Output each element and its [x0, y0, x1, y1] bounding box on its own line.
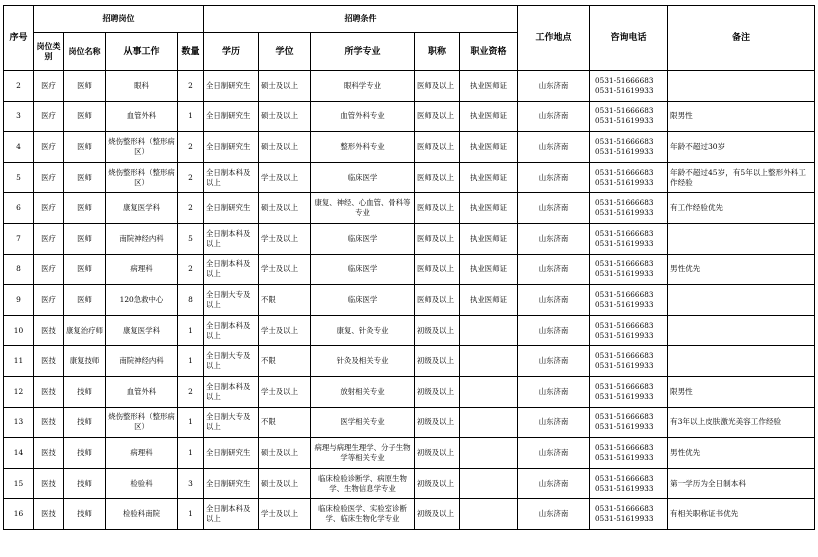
phone-line-2: 0531-51619933	[595, 391, 654, 401]
cell-title: 医师及以上	[415, 101, 460, 132]
table-row	[4, 162, 815, 193]
cell-post: 康复技师	[64, 346, 106, 377]
header-count: 数量	[178, 33, 204, 71]
cell-title: 初级及以上	[415, 315, 460, 346]
cell-count: 2	[178, 376, 204, 407]
cell-count: 5	[178, 223, 204, 254]
cell-phone	[590, 468, 668, 499]
phone-line-2: 0531-51619933	[595, 422, 654, 432]
table-row	[4, 254, 815, 285]
cell-category: 医疗	[34, 193, 64, 224]
phone-line-2: 0531-51619933	[595, 208, 654, 218]
cell-seq: 6	[4, 193, 34, 224]
cell-title: 医师及以上	[415, 71, 460, 102]
cell-education: 全日制本科及以上	[204, 376, 259, 407]
cell-count: 2	[178, 193, 204, 224]
cell-seq: 16	[4, 499, 34, 530]
cell-education: 全日制研究生	[204, 438, 259, 469]
cell-count: 1	[178, 101, 204, 132]
cell-major: 康复、神经、心血管、骨科等专业	[311, 193, 415, 224]
cell-title: 医师及以上	[415, 193, 460, 224]
phone-line-2: 0531-51619933	[595, 330, 654, 340]
header-title: 职称	[415, 33, 460, 71]
cell-phone	[590, 223, 668, 254]
cell-degree: 硕士及以上	[259, 132, 311, 163]
cell-title: 初级及以上	[415, 376, 460, 407]
cell-count: 2	[178, 162, 204, 193]
cell-work: 康复医学科	[106, 315, 178, 346]
cell-title: 医师及以上	[415, 223, 460, 254]
table-row	[4, 193, 815, 224]
cell-post: 医师	[64, 223, 106, 254]
cell-degree: 学士及以上	[259, 315, 311, 346]
cell-qualification	[460, 499, 518, 530]
cell-post: 医师	[64, 71, 106, 102]
phone-line-2: 0531-51619933	[595, 116, 654, 126]
table-row	[4, 315, 815, 346]
cell-post: 医师	[64, 285, 106, 316]
cell-education: 全日制研究生	[204, 71, 259, 102]
cell-qualification: 执业医师证	[460, 193, 518, 224]
header-location: 工作地点	[518, 6, 590, 71]
cell-post: 医师	[64, 254, 106, 285]
cell-education: 全日制本科及以上	[204, 315, 259, 346]
cell-count: 1	[178, 315, 204, 346]
cell-count: 1	[178, 407, 204, 438]
cell-phone	[590, 346, 668, 377]
cell-qualification	[460, 315, 518, 346]
phone-line-1: 0531-51666683	[595, 504, 654, 514]
table-row	[4, 346, 815, 377]
cell-qualification: 执业医师证	[460, 71, 518, 102]
cell-work: 病理科	[106, 254, 178, 285]
cell-remarks	[668, 285, 815, 316]
cell-location: 山东济南	[518, 71, 590, 102]
header-remarks: 备注	[668, 6, 815, 71]
cell-remarks: 男性优先	[668, 438, 815, 469]
cell-category: 医技	[34, 499, 64, 530]
cell-phone	[590, 193, 668, 224]
header-seq: 序号	[4, 6, 34, 71]
cell-work: 血管外科	[106, 101, 178, 132]
cell-seq: 11	[4, 346, 34, 377]
phone-line-2: 0531-51619933	[595, 146, 654, 156]
cell-work: 病理科	[106, 438, 178, 469]
cell-seq: 12	[4, 376, 34, 407]
cell-major: 放射相关专业	[311, 376, 415, 407]
phone-line-1: 0531-51666683	[595, 198, 654, 208]
cell-seq: 7	[4, 223, 34, 254]
cell-location: 山东济南	[518, 468, 590, 499]
phone-line-1: 0531-51666683	[595, 320, 654, 330]
cell-qualification: 执业医师证	[460, 223, 518, 254]
cell-remarks: 限男性	[668, 376, 815, 407]
cell-degree: 硕士及以上	[259, 468, 311, 499]
cell-education: 全日制研究生	[204, 101, 259, 132]
cell-qualification: 执业医师证	[460, 162, 518, 193]
cell-post: 技师	[64, 376, 106, 407]
cell-category: 医疗	[34, 132, 64, 163]
cell-remarks: 年龄不超过30岁	[668, 132, 815, 163]
phone-line-1: 0531-51666683	[595, 473, 654, 483]
cell-location: 山东济南	[518, 193, 590, 224]
cell-remarks	[668, 223, 815, 254]
cell-phone	[590, 438, 668, 469]
cell-remarks: 有3年以上皮肤激光美容工作经验	[668, 407, 815, 438]
cell-work: 眼科	[106, 71, 178, 102]
header-qualification: 职业资格	[460, 33, 518, 71]
phone-line-2: 0531-51619933	[595, 85, 654, 95]
cell-count: 2	[178, 71, 204, 102]
cell-title: 初级及以上	[415, 468, 460, 499]
cell-education: 全日制本科及以上	[204, 499, 259, 530]
cell-remarks: 有相关职称证书优先	[668, 499, 815, 530]
cell-phone	[590, 254, 668, 285]
cell-post: 技师	[64, 438, 106, 469]
cell-phone	[590, 376, 668, 407]
cell-category: 医疗	[34, 71, 64, 102]
cell-count: 3	[178, 468, 204, 499]
cell-work: 南院神经内科	[106, 346, 178, 377]
cell-location: 山东济南	[518, 376, 590, 407]
phone-line-1: 0531-51666683	[595, 167, 654, 177]
cell-location: 山东济南	[518, 223, 590, 254]
cell-phone	[590, 71, 668, 102]
cell-count: 2	[178, 254, 204, 285]
cell-title: 初级及以上	[415, 438, 460, 469]
cell-category: 医技	[34, 468, 64, 499]
cell-work: 南院神经内科	[106, 223, 178, 254]
phone-line-1: 0531-51666683	[595, 381, 654, 391]
cell-seq: 3	[4, 101, 34, 132]
table-header	[4, 6, 815, 71]
cell-degree: 不限	[259, 407, 311, 438]
cell-seq: 13	[4, 407, 34, 438]
cell-degree: 学士及以上	[259, 499, 311, 530]
phone-line-2: 0531-51619933	[595, 177, 654, 187]
cell-degree: 学士及以上	[259, 223, 311, 254]
cell-qualification	[460, 407, 518, 438]
cell-seq: 10	[4, 315, 34, 346]
cell-title: 初级及以上	[415, 346, 460, 377]
cell-major: 眼科学专业	[311, 71, 415, 102]
cell-remarks: 限男性	[668, 101, 815, 132]
cell-count: 2	[178, 132, 204, 163]
header-major: 所学专业	[311, 33, 415, 71]
cell-work: 120急救中心	[106, 285, 178, 316]
cell-education: 全日制研究生	[204, 132, 259, 163]
header-category: 岗位类别	[34, 33, 64, 71]
cell-degree: 硕士及以上	[259, 101, 311, 132]
cell-location: 山东济南	[518, 346, 590, 377]
table-row	[4, 376, 815, 407]
cell-phone	[590, 499, 668, 530]
cell-post: 医师	[64, 162, 106, 193]
cell-major: 整形外科专业	[311, 132, 415, 163]
table-row	[4, 438, 815, 469]
table-row	[4, 71, 815, 102]
cell-qualification: 执业医师证	[460, 254, 518, 285]
cell-category: 医疗	[34, 101, 64, 132]
cell-degree: 硕士及以上	[259, 71, 311, 102]
cell-qualification: 执业医师证	[460, 132, 518, 163]
cell-qualification: 执业医师证	[460, 285, 518, 316]
cell-major: 临床医学	[311, 223, 415, 254]
cell-count: 1	[178, 438, 204, 469]
cell-count: 1	[178, 499, 204, 530]
cell-qualification	[460, 468, 518, 499]
cell-phone	[590, 132, 668, 163]
phone-line-1: 0531-51666683	[595, 259, 654, 269]
header-post-group: 招聘岗位	[34, 6, 204, 33]
cell-remarks	[668, 346, 815, 377]
cell-location: 山东济南	[518, 499, 590, 530]
phone-line-1: 0531-51666683	[595, 75, 654, 85]
cell-seq: 5	[4, 162, 34, 193]
cell-location: 山东济南	[518, 101, 590, 132]
cell-education: 全日制研究生	[204, 468, 259, 499]
header-post-name: 岗位名称	[64, 33, 106, 71]
phone-line-1: 0531-51666683	[595, 442, 654, 452]
cell-seq: 2	[4, 71, 34, 102]
cell-count: 1	[178, 346, 204, 377]
header-condition-group: 招聘条件	[204, 6, 518, 33]
cell-major: 临床医学	[311, 162, 415, 193]
cell-work: 血管外科	[106, 376, 178, 407]
cell-degree: 硕士及以上	[259, 193, 311, 224]
cell-major: 临床医学	[311, 254, 415, 285]
cell-education: 全日制大专及以上	[204, 346, 259, 377]
cell-work: 烧伤整形科（整形病区）	[106, 162, 178, 193]
table-row	[4, 101, 815, 132]
cell-category: 医疗	[34, 254, 64, 285]
cell-category: 医技	[34, 376, 64, 407]
cell-education: 全日制本科及以上	[204, 162, 259, 193]
cell-education: 全日制大专及以上	[204, 407, 259, 438]
cell-category: 医疗	[34, 223, 64, 254]
cell-location: 山东济南	[518, 407, 590, 438]
cell-phone	[590, 407, 668, 438]
phone-line-2: 0531-51619933	[595, 238, 654, 248]
cell-count: 8	[178, 285, 204, 316]
cell-post: 技师	[64, 499, 106, 530]
cell-location: 山东济南	[518, 132, 590, 163]
cell-category: 医技	[34, 346, 64, 377]
header-phone: 咨询电话	[590, 6, 668, 71]
cell-title: 医师及以上	[415, 254, 460, 285]
cell-major: 病理与病理生理学、分子生物学等相关专业	[311, 438, 415, 469]
cell-qualification	[460, 346, 518, 377]
cell-phone	[590, 315, 668, 346]
cell-post: 康复治疗师	[64, 315, 106, 346]
header-work: 从事工作	[106, 33, 178, 71]
table-row	[4, 468, 815, 499]
phone-line-1: 0531-51666683	[595, 228, 654, 238]
cell-degree: 不限	[259, 285, 311, 316]
cell-major: 临床检验诊断学、病原生物学、生物信息学专业	[311, 468, 415, 499]
phone-line-2: 0531-51619933	[595, 361, 654, 371]
cell-work: 检验科	[106, 468, 178, 499]
phone-line-2: 0531-51619933	[595, 452, 654, 462]
cell-degree: 学士及以上	[259, 254, 311, 285]
cell-post: 医师	[64, 193, 106, 224]
cell-post: 技师	[64, 407, 106, 438]
table-row	[4, 499, 815, 530]
phone-line-1: 0531-51666683	[595, 351, 654, 361]
phone-line-1: 0531-51666683	[595, 106, 654, 116]
cell-seq: 15	[4, 468, 34, 499]
phone-line-2: 0531-51619933	[595, 299, 654, 309]
cell-education: 全日制大专及以上	[204, 285, 259, 316]
cell-major: 临床医学	[311, 285, 415, 316]
cell-degree: 硕士及以上	[259, 438, 311, 469]
cell-title: 医师及以上	[415, 162, 460, 193]
cell-major: 医学相关专业	[311, 407, 415, 438]
cell-category: 医技	[34, 438, 64, 469]
cell-major: 临床检验医学、实验室诊断学、临床生物化学专业	[311, 499, 415, 530]
cell-major: 血管外科专业	[311, 101, 415, 132]
cell-major: 康复、针灸专业	[311, 315, 415, 346]
cell-title: 医师及以上	[415, 132, 460, 163]
cell-category: 医疗	[34, 162, 64, 193]
cell-location: 山东济南	[518, 315, 590, 346]
cell-post: 医师	[64, 101, 106, 132]
cell-remarks: 有工作经验优先	[668, 193, 815, 224]
cell-seq: 9	[4, 285, 34, 316]
phone-line-2: 0531-51619933	[595, 483, 654, 493]
table-row	[4, 407, 815, 438]
table-row	[4, 285, 815, 316]
recruitment-table	[3, 5, 815, 530]
table-row	[4, 223, 815, 254]
cell-seq: 14	[4, 438, 34, 469]
cell-degree: 不限	[259, 346, 311, 377]
cell-remarks: 年龄不超过45岁，有5年以上整形外科工作经验	[668, 162, 815, 193]
phone-line-2: 0531-51619933	[595, 514, 654, 524]
cell-category: 医技	[34, 315, 64, 346]
cell-degree: 学士及以上	[259, 376, 311, 407]
cell-work: 检验科南院	[106, 499, 178, 530]
cell-degree: 学士及以上	[259, 162, 311, 193]
cell-phone	[590, 162, 668, 193]
cell-remarks	[668, 71, 815, 102]
cell-seq: 8	[4, 254, 34, 285]
phone-line-2: 0531-51619933	[595, 269, 654, 279]
cell-education: 全日制本科及以上	[204, 223, 259, 254]
cell-location: 山东济南	[518, 438, 590, 469]
cell-qualification: 执业医师证	[460, 101, 518, 132]
cell-seq: 4	[4, 132, 34, 163]
cell-post: 技师	[64, 468, 106, 499]
cell-post: 医师	[64, 132, 106, 163]
cell-remarks: 第一学历为全日制本科	[668, 468, 815, 499]
cell-qualification	[460, 438, 518, 469]
table-body	[4, 71, 815, 530]
cell-major: 针灸及相关专业	[311, 346, 415, 377]
phone-line-1: 0531-51666683	[595, 136, 654, 146]
cell-location: 山东济南	[518, 285, 590, 316]
table-row	[4, 132, 815, 163]
header-degree: 学位	[259, 33, 311, 71]
cell-qualification	[460, 376, 518, 407]
cell-phone	[590, 101, 668, 132]
cell-location: 山东济南	[518, 162, 590, 193]
cell-work: 烧伤整形科（整形病区）	[106, 407, 178, 438]
cell-title: 初级及以上	[415, 499, 460, 530]
cell-work: 烧伤整形科（整形病区）	[106, 132, 178, 163]
cell-work: 康复医学科	[106, 193, 178, 224]
cell-education: 全日制研究生	[204, 193, 259, 224]
cell-category: 医技	[34, 407, 64, 438]
cell-title: 医师及以上	[415, 285, 460, 316]
phone-line-1: 0531-51666683	[595, 289, 654, 299]
phone-line-1: 0531-51666683	[595, 412, 654, 422]
cell-category: 医疗	[34, 285, 64, 316]
cell-remarks	[668, 315, 815, 346]
cell-phone	[590, 285, 668, 316]
header-education: 学历	[204, 33, 259, 71]
cell-title: 初级及以上	[415, 407, 460, 438]
cell-remarks: 男性优先	[668, 254, 815, 285]
cell-location: 山东济南	[518, 254, 590, 285]
cell-education: 全日制本科及以上	[204, 254, 259, 285]
